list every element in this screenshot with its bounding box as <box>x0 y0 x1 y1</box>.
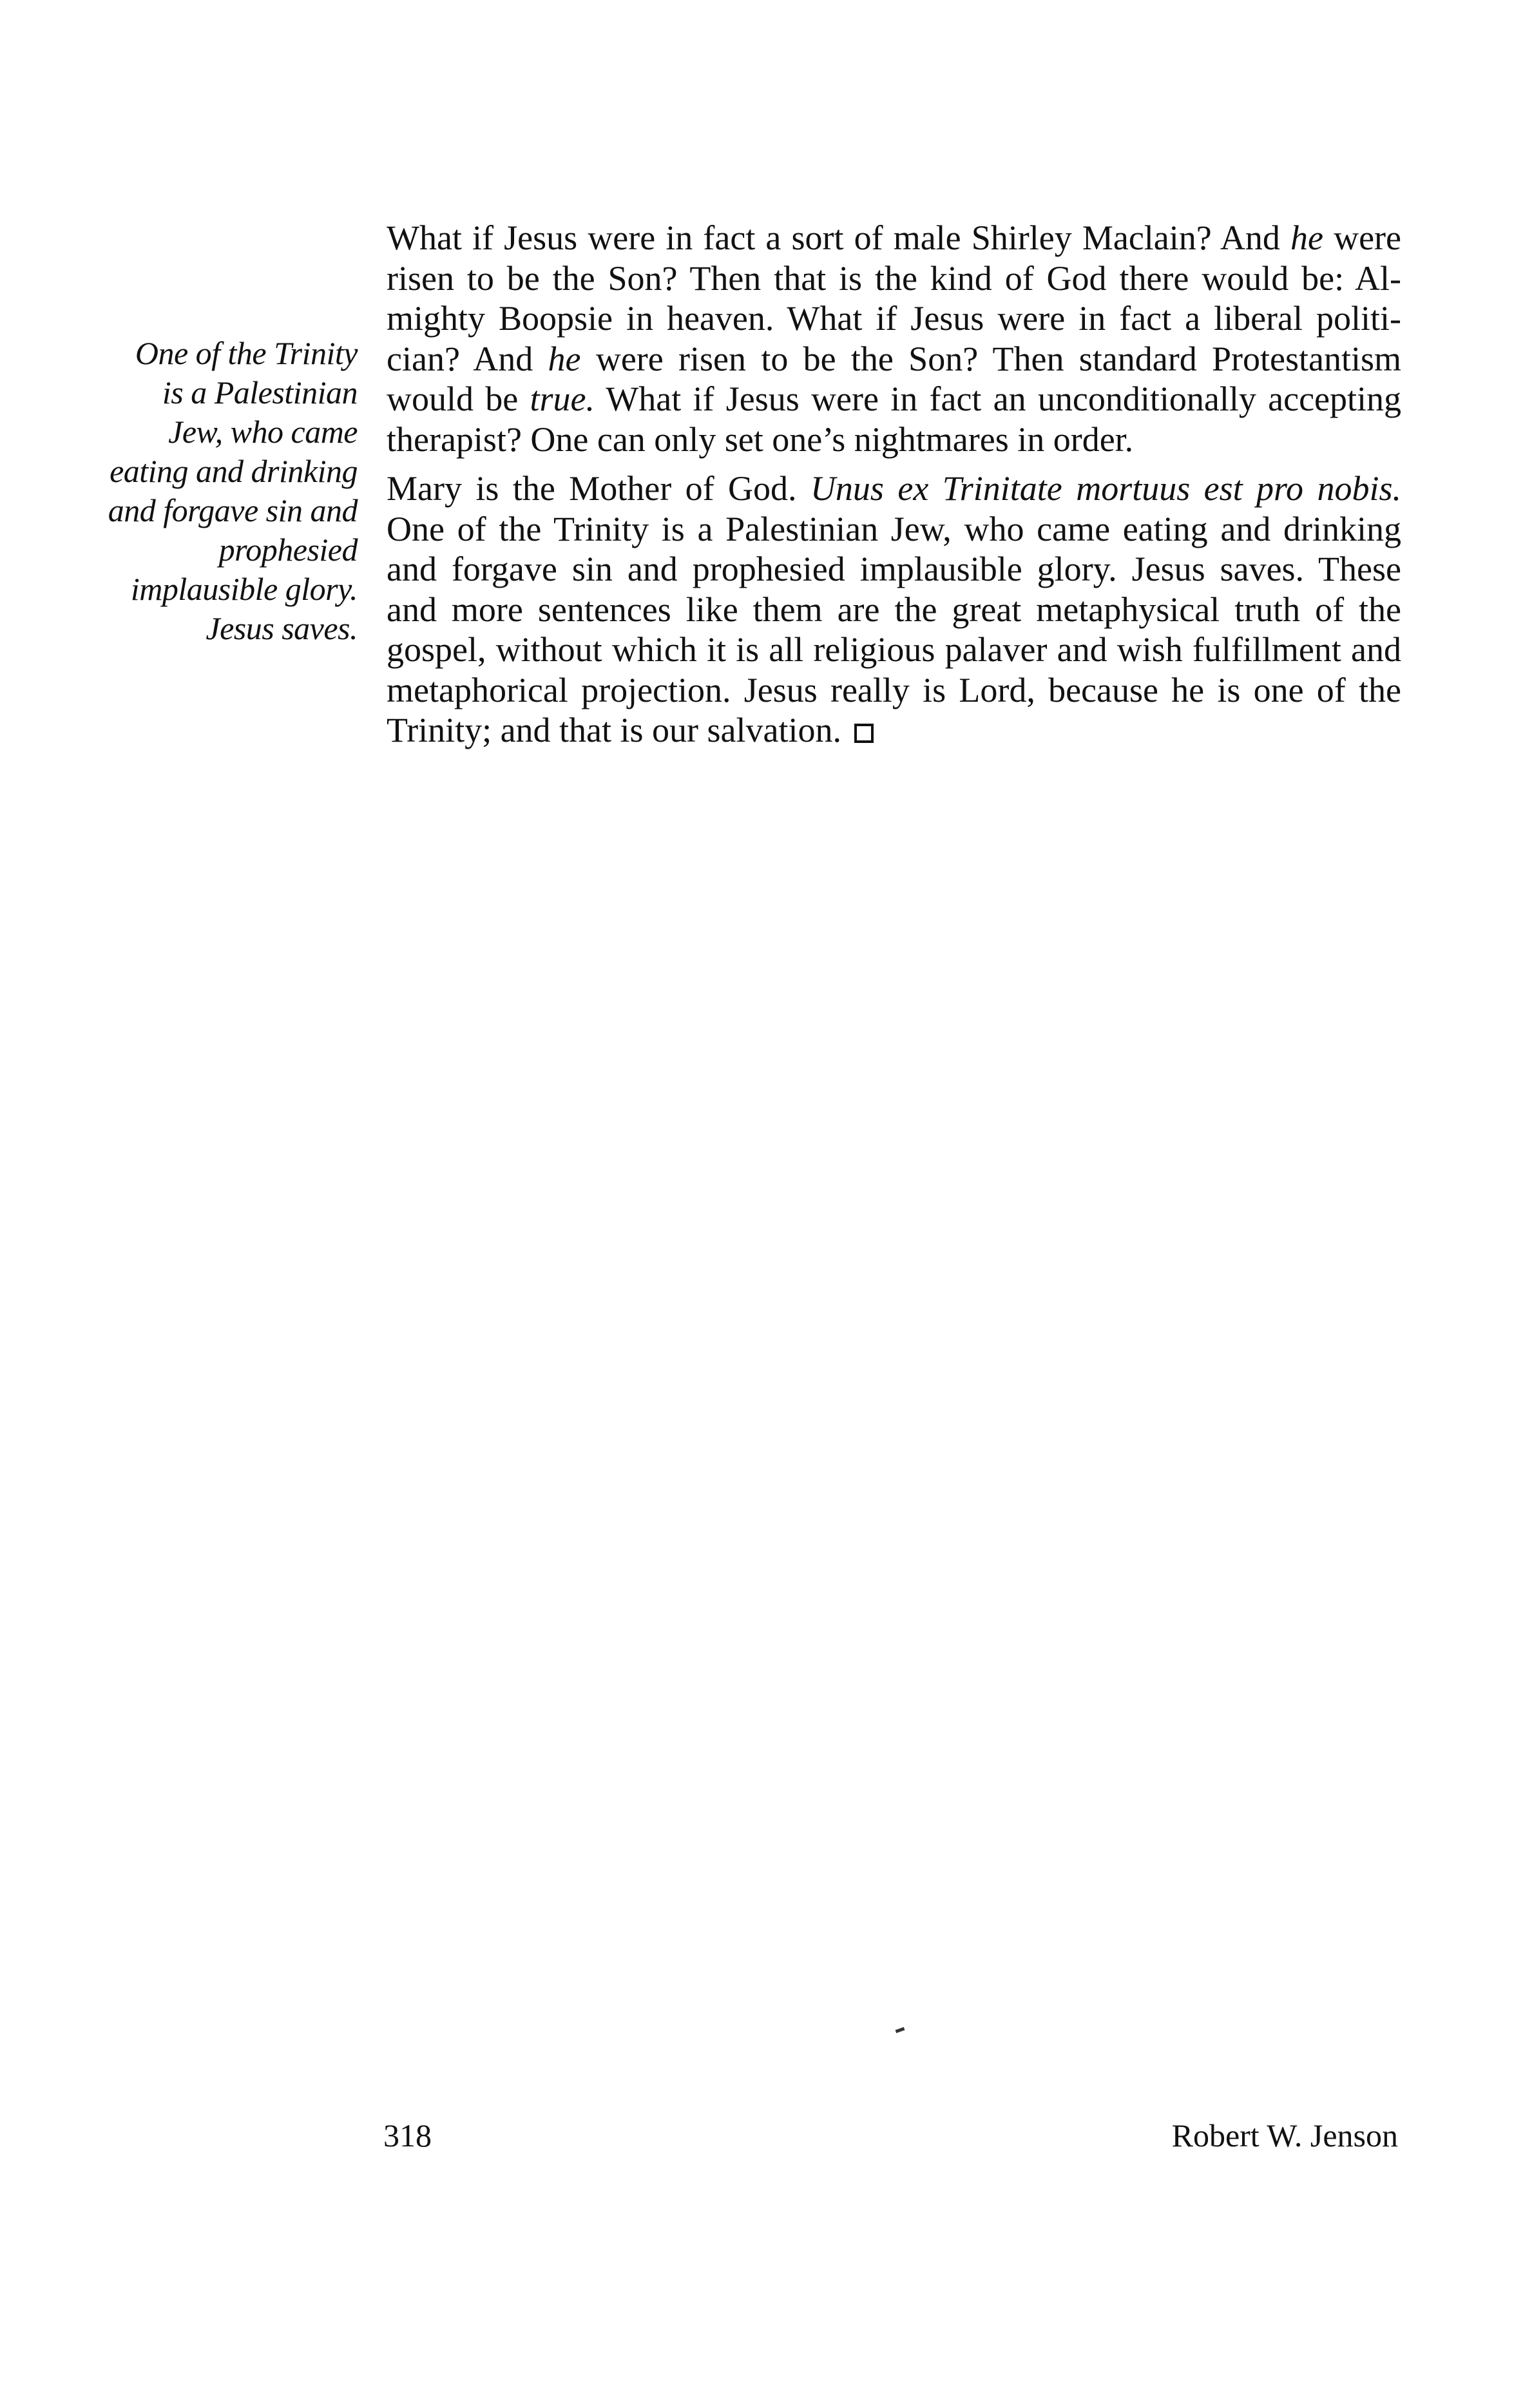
page-number: 318 <box>383 2117 432 2153</box>
end-of-article-square-icon <box>854 724 874 743</box>
text-run: What if Jesus were in fact a sort of male Shirley Maclain? And <box>387 218 1290 257</box>
italic-text: true. <box>530 380 595 418</box>
pull-quote-line: One of the Trinity <box>135 335 358 371</box>
author-name: Robert W. Jenson <box>1171 2117 1398 2153</box>
pull-quote-line: implausible glory. <box>130 571 358 607</box>
italic-text: Unus ex Trinitate mortuus est pro nobis. <box>810 469 1401 508</box>
paragraph <box>387 468 1401 751</box>
text-run: were risen to be the Son? Then that is the kind of God there would be: Almighty Boopsie in heaven. What if Jesus were in fact a liberal politician? And <box>387 218 1401 378</box>
pull-quote <box>61 334 358 648</box>
pull-quote-line: and forgave sin and <box>108 492 358 528</box>
pull-quote-line: prophesied <box>218 532 358 568</box>
pull-quote-line: is a Palestinian <box>162 374 358 410</box>
italic-text: he <box>1290 218 1323 257</box>
paragraph <box>387 218 1401 459</box>
stray-ink-mark <box>896 2027 905 2033</box>
pull-quote-line: eating and drinking <box>110 453 358 489</box>
text-run: were risen to be the Son? Then standard Protestantism would be <box>387 339 1401 418</box>
pull-quote-line: Jesus saves. <box>206 610 358 646</box>
text-run: What if Jesus were in fact an unconditionally accepting therapist? One can only set one’s nightmares in order. <box>387 380 1402 459</box>
italic-text: he <box>548 339 581 378</box>
pull-quote-line: Jew, who came <box>168 414 358 450</box>
text-run: Mary is the Mother of God. <box>387 469 810 508</box>
body-text <box>387 218 1401 751</box>
text-run: One of the Trinity is a Palestinian Jew, who came eating and drinking and forgave sin and prophesied implausible glory. Jesus saves. These and more sentences like them are the great metaphysical truth of the gospel, without which it is all religious palaver and wish fulfillment and metaphorical projection. Jesus really is Lord, because he is one of the Trinity; and that is our salvation. <box>387 509 1401 749</box>
